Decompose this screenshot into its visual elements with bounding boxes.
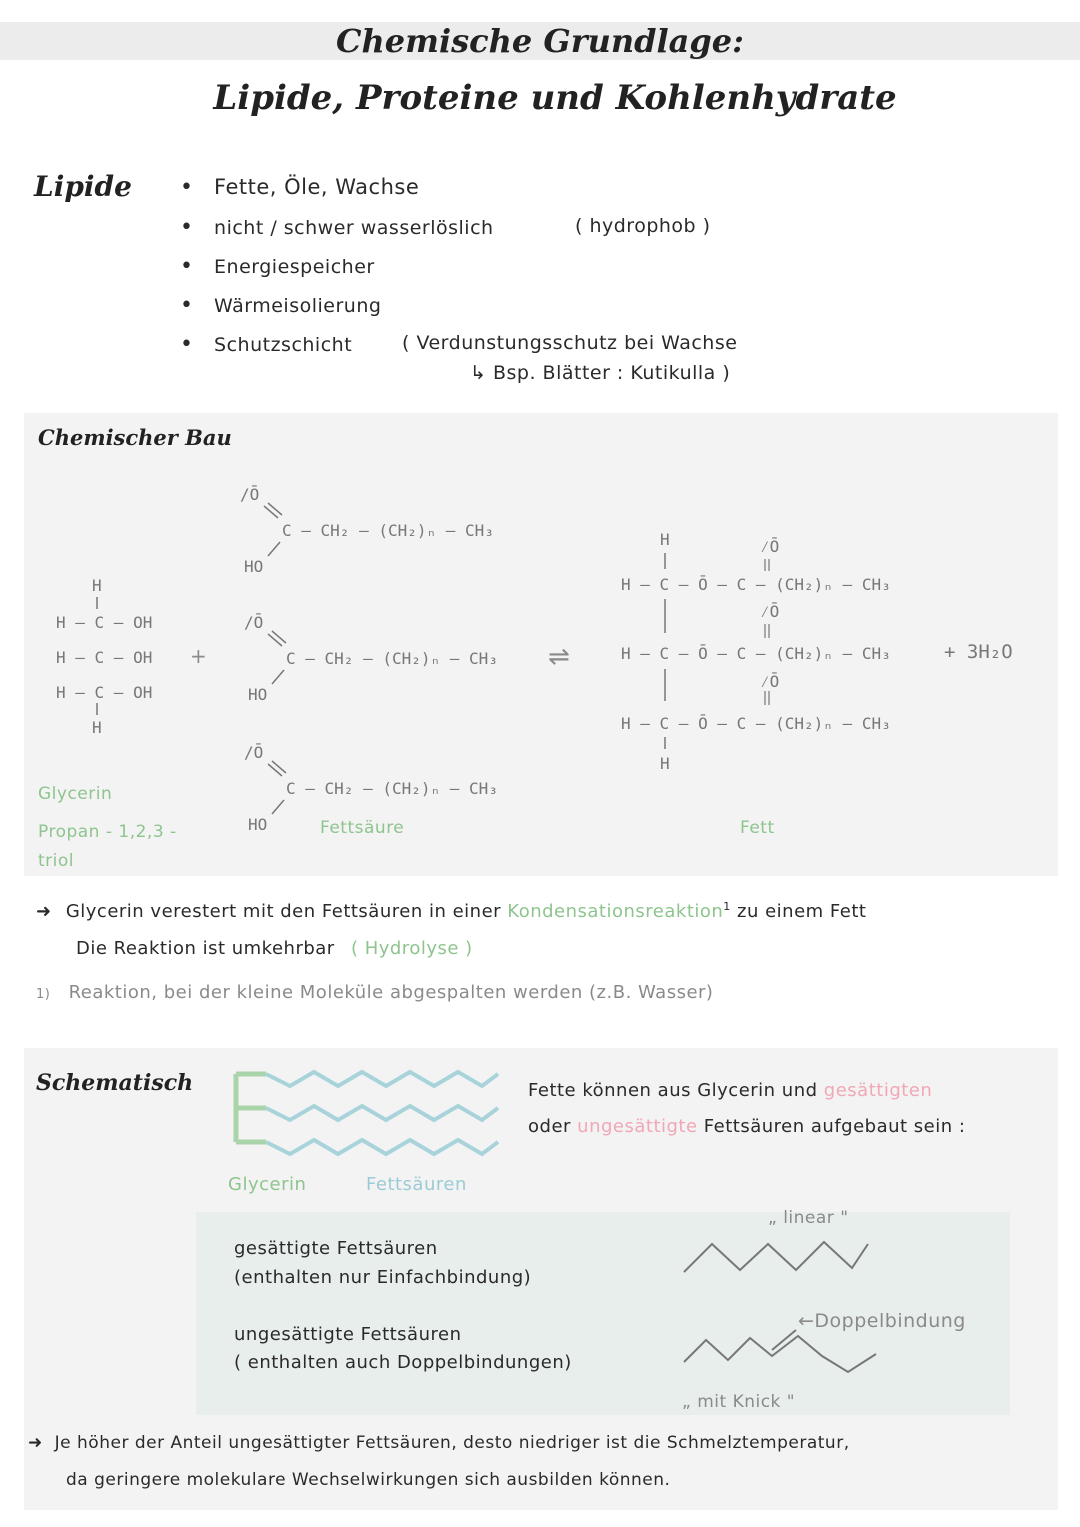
svg-text:/Ō: /Ō	[244, 743, 264, 762]
fatty-acid-chain	[266, 1072, 498, 1086]
list-item: • Energiespeicher	[180, 254, 375, 279]
svg-text:H – C – OH: H – C – OH	[56, 683, 153, 702]
list-item: • Fette, Öle, Wachse	[180, 175, 420, 200]
list-item: • Schutzschicht	[180, 332, 353, 357]
svg-text:H – C – Ō – C – (CH₂)ₙ – CH₃: H – C – Ō – C – (CH₂)ₙ – CH₃	[621, 714, 891, 733]
arrow-right-icon: ➜	[28, 1433, 43, 1453]
svg-text:C – CH₂ – (CH₂)ₙ – CH₃: C – CH₂ – (CH₂)ₙ – CH₃	[286, 649, 498, 668]
conclusion-line2: da geringere molekulare Wechselwirkungen sich ausbilden können.	[66, 1470, 671, 1490]
footnote: 1) Reaktion, bei der kleine Moleküle abgespalten werden (z.B. Wasser)	[36, 982, 714, 1003]
reaction-note-line2: Die Reaktion ist umkehrbar ( Hydrolyse )	[76, 938, 473, 959]
svg-text:H: H	[660, 754, 670, 773]
plus-sign: +	[190, 644, 208, 668]
unsaturated-zigzag-diagram	[680, 1326, 885, 1376]
svg-text:H: H	[92, 576, 102, 595]
glycerin-label: Glycerin	[38, 784, 113, 804]
section-heading-lipide: Lipide	[34, 170, 132, 203]
fatty-acid-chain	[266, 1106, 498, 1120]
schutzschicht-note: ( Verdunstungsschutz bei Wachse	[402, 332, 738, 354]
svg-text:H – C – OH: H – C – OH	[56, 648, 153, 667]
svg-text:HO: HO	[248, 685, 268, 704]
svg-text:H – C – OH: H – C – OH	[56, 613, 153, 632]
reaction-note-line1: ➜ Glycerin verestert mit den Fettsäuren in einer Kondensationsreaktion$^1$ zu einem Fett	[36, 900, 867, 922]
page-subtitle: Lipide, Proteine und Kohlenhydrate	[213, 78, 897, 118]
double-bond-label: ←Doppelbindung	[798, 1310, 966, 1332]
arrow-right-icon: ➜	[36, 901, 52, 922]
section-heading-schematisch: Schematisch	[36, 1070, 194, 1096]
hydrophob-note: ( hydrophob )	[575, 215, 711, 237]
svg-text:H – C – Ō – C – (CH₂)ₙ – CH₃: H – C – Ō – C – (CH₂)ₙ – CH₃	[621, 644, 891, 663]
bullet-dot-icon: •	[180, 175, 194, 200]
svg-text:/Ō: /Ō	[244, 613, 264, 632]
glycerin-iupac-label: Propan - 1,2,3 - triol	[38, 822, 177, 871]
svg-text:H – C – Ō – C – (CH₂)ₙ – CH₃: H – C – Ō – C – (CH₂)ₙ – CH₃	[621, 575, 891, 594]
unsaturated-desc: ( enthalten auch Doppelbindungen)	[234, 1352, 572, 1373]
list-item: • Wärmeisolierung	[180, 293, 382, 318]
schematic-fettsaeuren-label: Fettsäuren	[366, 1174, 467, 1195]
schutzschicht-example: ↳ Bsp. Blätter : Kutikulla )	[470, 362, 731, 384]
svg-text:HO: HO	[244, 557, 264, 576]
bullet-dot-icon: •	[180, 215, 194, 240]
svg-text:C – CH₂ – (CH₂)ₙ – CH₃: C – CH₂ – (CH₂)ₙ – CH₃	[282, 521, 494, 540]
svg-text:⁄Ō: ⁄Ō	[760, 537, 780, 556]
svg-text:⁄Ō: ⁄Ō	[760, 672, 780, 691]
section-heading-chemischer-bau: Chemischer Bau	[38, 425, 232, 450]
saturated-desc: (enthalten nur Einfachbindung)	[234, 1267, 532, 1288]
equilibrium-arrow-icon: ⇌	[548, 642, 571, 672]
page-title: Chemische Grundlage:	[336, 22, 744, 60]
fettsaeure-label: Fettsäure	[320, 818, 405, 838]
fett-label: Fett	[740, 818, 775, 838]
bullet-dot-icon: •	[180, 254, 194, 279]
water-product: + 3H₂O	[944, 641, 1013, 663]
bullet-dot-icon: •	[180, 332, 194, 357]
knick-label: „ mit Knick "	[682, 1392, 796, 1412]
linear-label: „ linear "	[768, 1208, 849, 1228]
schematic-text-line2: oder ungesättigte Fettsäuren aufgebaut sein :	[528, 1116, 966, 1137]
svg-text:⁄Ō: ⁄Ō	[760, 602, 780, 621]
conclusion-line1: ➜ Je höher der Anteil ungesättigter Fettsäuren, desto niedriger ist die Schmelztemperatur,	[28, 1433, 850, 1453]
saturated-title: gesättigte Fettsäuren	[234, 1238, 438, 1259]
svg-text:H: H	[660, 530, 670, 549]
glycerin-structure-diagram	[50, 575, 170, 745]
list-item: • nicht / schwer wasserlöslich	[180, 215, 494, 240]
fat-structure-diagram	[615, 525, 945, 780]
svg-text:H: H	[92, 718, 102, 737]
unsaturated-title: ungesättigte Fettsäuren	[234, 1324, 462, 1345]
schematic-text-line1: Fette können aus Glycerin und gesättigten	[528, 1080, 933, 1101]
saturated-zigzag-diagram	[680, 1236, 875, 1276]
svg-text:C – CH₂ – (CH₂)ₙ – CH₃: C – CH₂ – (CH₂)ₙ – CH₃	[286, 779, 498, 798]
fatty-acid-structures-diagram	[230, 478, 530, 848]
svg-text:/Ō: /Ō	[240, 485, 260, 504]
arrow-left-icon: ←	[798, 1310, 815, 1332]
schematic-glycerin-label: Glycerin	[228, 1174, 307, 1195]
glycerin-fatty-acid-schematic	[226, 1066, 506, 1166]
bullet-dot-icon: •	[180, 293, 194, 318]
svg-text:HO: HO	[248, 815, 268, 834]
fatty-acid-chain	[266, 1140, 498, 1154]
